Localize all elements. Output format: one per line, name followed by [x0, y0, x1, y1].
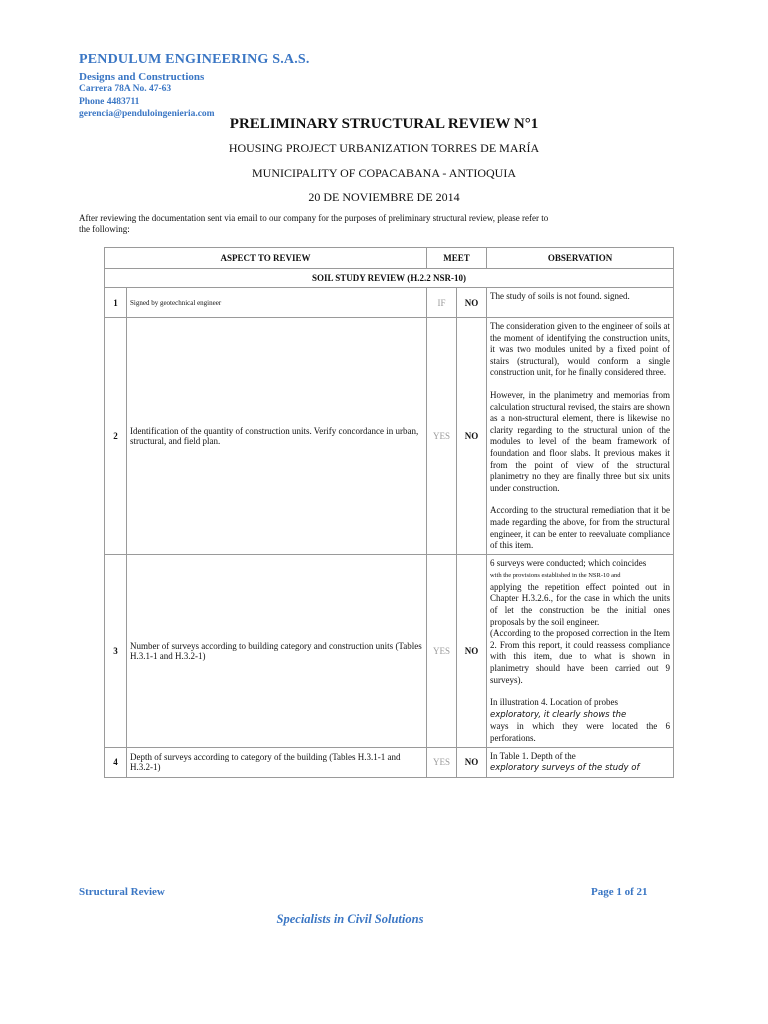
observation-text: According to the structural remediation that it be made regarding the above, for from the structural engineer, it can be enter to reevaluate compliance of this item.: [490, 505, 671, 551]
section-row: [105, 269, 674, 288]
row-number: 4: [105, 747, 127, 777]
municipality: MUNICIPALITY OF COPACABANA - ANTIOQUIA: [251, 166, 517, 180]
document-title: PRELIMINARY STRUCTURAL REVIEW N°1: [229, 116, 539, 132]
row-number: 2: [105, 318, 127, 555]
page-number: Page 1 of 21: [591, 886, 648, 898]
footer-slogan: Specialists in Civil Solutions: [276, 912, 424, 926]
row-no-value: NO: [457, 318, 487, 555]
observation-line: with the provisions established in the NSR-10 and: [490, 572, 621, 580]
table-row: [105, 747, 674, 777]
letterhead: [79, 52, 310, 121]
row-no-value: NO: [457, 288, 487, 318]
row-meet-value: YES: [427, 554, 457, 747]
observation-line: exploratory surveys of the study of: [490, 763, 640, 774]
document-date: 20 DE NOVIEMBRE DE 2014: [308, 190, 460, 204]
row-no-value: NO: [457, 554, 487, 747]
row-observation: [487, 554, 674, 747]
row-observation: [487, 288, 674, 318]
row-aspect: Signed by geotechnical engineer: [127, 288, 427, 318]
row-observation: [487, 747, 674, 777]
observation-line: ways in which they were located the 6 perforations.: [490, 721, 671, 743]
row-meet-value: YES: [427, 318, 457, 555]
row-observation: [487, 318, 674, 555]
observation-line: In illustration 4. Location of probes: [490, 697, 618, 708]
observation-text: [490, 697, 670, 744]
review-table: [104, 247, 674, 778]
header-meet: MEET: [427, 248, 487, 269]
header-observation: OBSERVATION: [487, 248, 674, 269]
company-phone: Phone 4483711: [79, 96, 140, 107]
table-row: [105, 288, 674, 318]
observation-text: The consideration given to the engineer of soils at the moment of identifying the construction units, it was two modules united by a fixed point of stairs (structural), would conform a single construction unit, for he finally considered three.: [490, 321, 671, 378]
observation-text: [490, 558, 670, 687]
footer-label: Structural Review: [79, 886, 165, 898]
row-aspect: Number of surveys according to building category and construction units (Tables H.3.1-1 and H.3.2-1): [127, 554, 427, 747]
observation-text: However, in the planimetry and memorias from calculation structural revised, the stairs are shown as a non-structural element, there is likewise no clarity regarding to the structural union of the modules to level of the beam framework of foundation and floor slabs. It previous makes it from the point of view of the structural planimetry no they are finally three but six units under construction.: [490, 389, 671, 493]
row-meet-value: YES: [427, 747, 457, 777]
observation-line: (According to the proposed correction in the Item 2. From this report, it could reassess compliance with this item, due to what is shown in planimetry should have been carried out 9 surveys).: [490, 628, 671, 685]
observation-line: In Table 1. Depth of the: [490, 750, 576, 761]
row-aspect: Identification of the quantity of construction units. Verify concordance in urban, structural, and field plan.: [127, 318, 427, 555]
project-name: HOUSING PROJECT URBANIZATION TORRES DE MARÍA: [228, 141, 540, 155]
observation-line: 6 surveys were conducted; which coincides: [490, 557, 647, 568]
company-name: PENDULUM ENGINEERING S.A.S.: [79, 52, 310, 67]
table-header-row: [105, 248, 674, 269]
observation-text: The study of soils is not found. signed.: [490, 291, 630, 301]
header-aspect: ASPECT TO REVIEW: [105, 248, 427, 269]
company-address: Carrera 78A No. 47-63: [79, 84, 172, 94]
company-tagline: Designs and Constructions: [79, 71, 205, 83]
observation-line: exploratory, it clearly shows the: [490, 709, 627, 720]
table-row: [105, 318, 674, 555]
row-no-value: NO: [457, 747, 487, 777]
observation-line: applying the repetition effect pointed out in Chapter H.3.2.6., for the case in which the units of let the construction be the initial ones proposals by the soil engineer.: [490, 581, 671, 627]
row-aspect: Depth of surveys according to category of the building (Tables H.3.1-1 and H.3.2-1): [127, 747, 427, 777]
company-email[interactable]: gerencia@penduloingenieria.com: [79, 109, 215, 119]
row-meet-value: IF: [427, 288, 457, 318]
row-number: 3: [105, 554, 127, 747]
intro-paragraph: After reviewing the documentation sent via email to our company for the purposes of preliminary structural review, please refer to the following:: [79, 213, 549, 234]
table-row: [105, 554, 674, 747]
row-number: 1: [105, 288, 127, 318]
section-title: SOIL STUDY REVIEW (H.2.2 NSR-10): [105, 269, 674, 288]
